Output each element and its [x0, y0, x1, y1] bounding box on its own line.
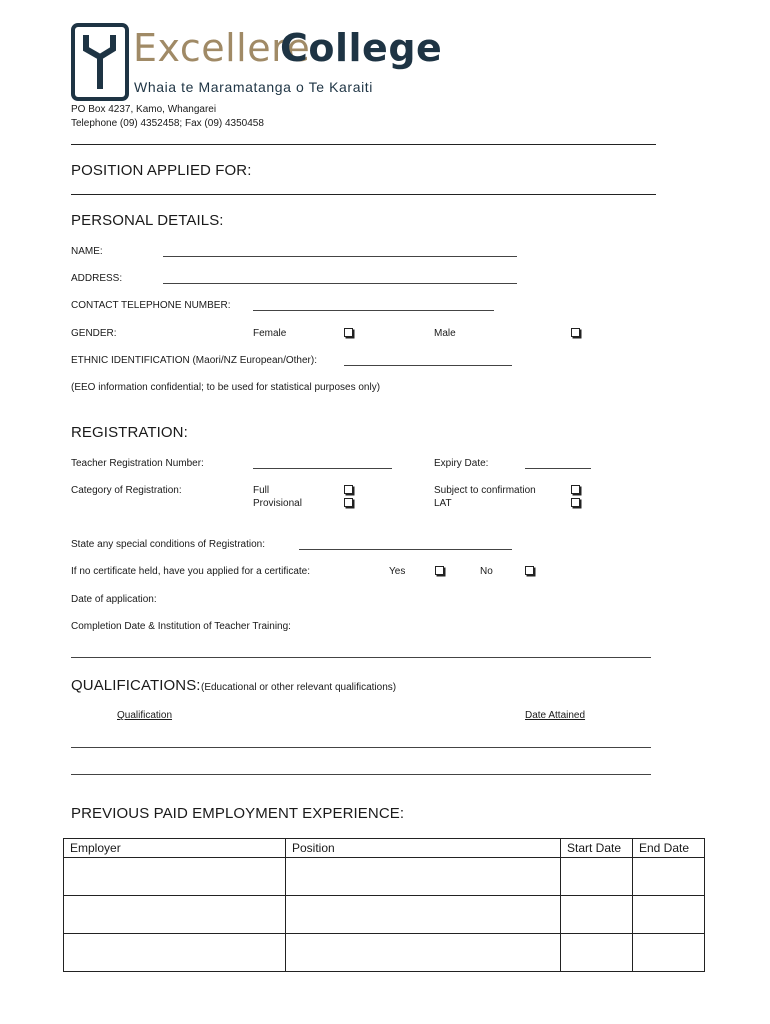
header-divider	[71, 144, 656, 145]
qualification-line-2[interactable]	[71, 774, 651, 775]
contact-phone-field[interactable]	[253, 310, 494, 311]
position-cell[interactable]	[286, 896, 561, 934]
employer-cell[interactable]	[64, 934, 286, 972]
category-label: Category of Registration:	[71, 485, 182, 496]
employer-cell[interactable]	[64, 858, 286, 896]
employment-table	[63, 838, 705, 972]
employment-heading: PREVIOUS PAID EMPLOYMENT EXPERIENCE:	[71, 805, 405, 822]
full-checkbox[interactable]	[344, 485, 353, 494]
name-field[interactable]	[163, 256, 517, 257]
completion-date-field[interactable]	[71, 657, 651, 658]
lat-checkbox[interactable]	[571, 498, 580, 507]
yes-label: Yes	[389, 566, 406, 577]
address-field[interactable]	[163, 283, 517, 284]
start-date-cell[interactable]	[561, 858, 633, 896]
table-row	[64, 934, 705, 972]
postal-address: PO Box 4237, Kamo, Whangarei	[71, 104, 217, 115]
date-of-application-label: Date of application:	[71, 594, 157, 605]
personal-details-heading: PERSONAL DETAILS:	[71, 212, 224, 229]
full-label: Full	[253, 485, 270, 496]
end-date-cell[interactable]	[633, 858, 705, 896]
position-column-header: Position	[286, 839, 561, 858]
table-row	[64, 858, 705, 896]
end-date-cell[interactable]	[633, 896, 705, 934]
brand-name-light: Excellere	[133, 26, 311, 70]
position-applied-line[interactable]	[71, 194, 656, 195]
provisional-label: Provisional	[253, 498, 302, 509]
start-date-cell[interactable]	[561, 934, 633, 972]
name-label: NAME:	[71, 246, 103, 257]
subject-to-confirmation-label: Subject to confirmation	[434, 485, 536, 496]
position-applied-label: POSITION APPLIED FOR:	[71, 162, 252, 179]
table-header-row	[64, 839, 705, 858]
subject-to-confirmation-checkbox[interactable]	[571, 485, 580, 494]
qualifications-heading: QUALIFICATIONS:	[71, 677, 201, 694]
female-label: Female	[253, 328, 287, 339]
address-label: ADDRESS:	[71, 273, 123, 284]
qualification-column-header: Qualification	[117, 710, 173, 721]
teacher-reg-field[interactable]	[253, 468, 392, 469]
college-tagline: Whaia te Maramatanga o Te Karaiti	[134, 79, 373, 95]
start-date-cell[interactable]	[561, 896, 633, 934]
provisional-checkbox[interactable]	[344, 498, 353, 507]
end-date-column-header: End Date	[633, 839, 705, 858]
male-checkbox[interactable]	[571, 328, 580, 337]
registration-heading: REGISTRATION:	[71, 424, 188, 441]
college-logo	[71, 23, 129, 101]
brand-name-bold: College	[280, 26, 443, 70]
certificate-question-label: If no certificate held, have you applied for a certificate:	[71, 566, 311, 577]
teacher-reg-label: Teacher Registration Number:	[71, 458, 204, 469]
male-label: Male	[434, 328, 456, 339]
ethnic-id-field[interactable]	[344, 365, 512, 366]
no-checkbox[interactable]	[525, 566, 534, 575]
yes-checkbox[interactable]	[435, 566, 444, 575]
contact-phone-fax: Telephone (09) 4352458; Fax (09) 4350458	[71, 118, 264, 129]
employer-cell[interactable]	[64, 896, 286, 934]
special-conditions-field[interactable]	[299, 549, 512, 550]
female-checkbox[interactable]	[344, 328, 353, 337]
end-date-cell[interactable]	[633, 934, 705, 972]
start-date-column-header: Start Date	[561, 839, 633, 858]
ethnic-id-label: ETHNIC IDENTIFICATION (Maori/NZ European/Other):	[71, 355, 317, 366]
position-cell[interactable]	[286, 858, 561, 896]
eeo-note: (EEO information confidential; to be used for statistical purposes only)	[71, 382, 381, 393]
position-cell[interactable]	[286, 934, 561, 972]
completion-date-label: Completion Date & Institution of Teacher Training:	[71, 621, 291, 632]
no-label: No	[480, 566, 493, 577]
contact-phone-label: CONTACT TELEPHONE NUMBER:	[71, 300, 231, 311]
qualifications-note: (Educational or other relevant qualifications)	[201, 682, 397, 693]
table-row	[64, 896, 705, 934]
expiry-date-label: Expiry Date:	[434, 458, 489, 469]
logo-emblem-icon	[75, 27, 125, 97]
qualification-line-1[interactable]	[71, 747, 651, 748]
employer-column-header: Employer	[64, 839, 286, 858]
expiry-date-field[interactable]	[525, 468, 591, 469]
lat-label: LAT	[434, 498, 452, 509]
date-attained-column-header: Date Attained	[525, 710, 586, 721]
special-conditions-label: State any special conditions of Registration:	[71, 539, 265, 550]
gender-label: GENDER:	[71, 328, 117, 339]
